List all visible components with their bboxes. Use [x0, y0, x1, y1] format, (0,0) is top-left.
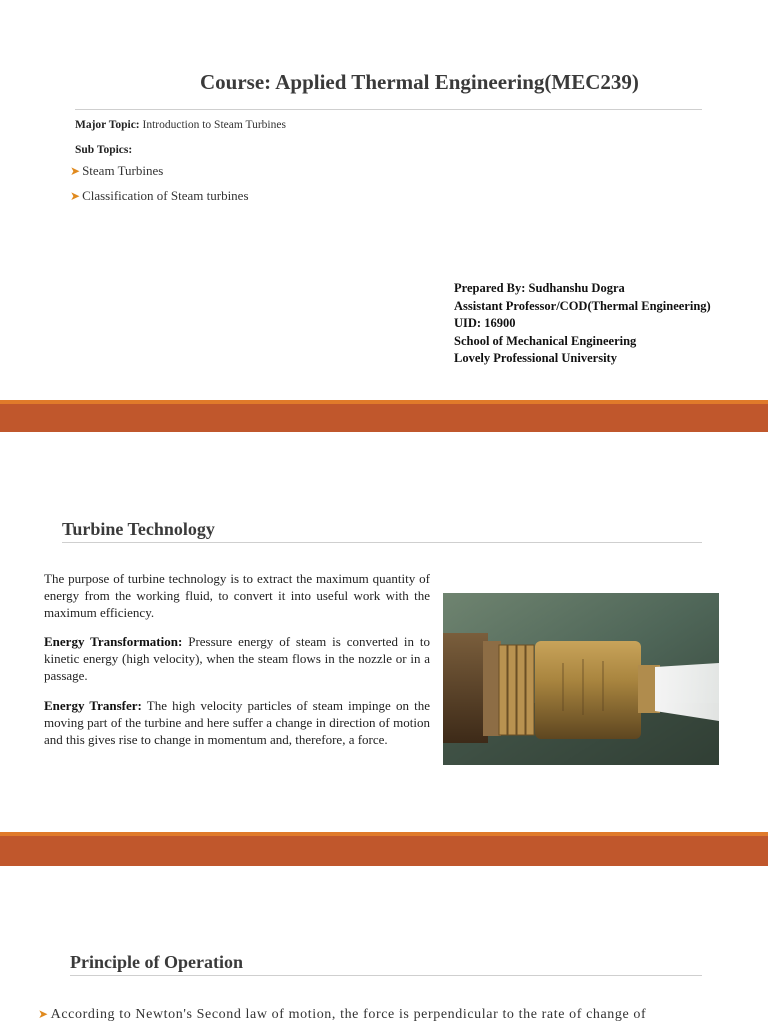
sub-topics-label: Sub Topics:: [75, 144, 133, 156]
major-topic: [75, 119, 286, 131]
heading-rule: [62, 542, 702, 543]
sub-topic-item: ➤ Classification of Steam turbines: [70, 188, 249, 203]
arrowhead-bullet-icon: ➤: [70, 189, 81, 203]
major-topic-value: Introduction to Steam Turbines: [142, 119, 286, 131]
prepared-by-line: School of Mechanical Engineering: [454, 333, 637, 348]
prepared-by-line: UID: 16900: [454, 316, 516, 330]
sub-topic-item: ➤ Steam Turbines: [70, 163, 164, 178]
prepared-by-block: [454, 280, 711, 368]
steam-nozzle-photo: [443, 593, 719, 765]
slide-divider-band: [0, 400, 768, 432]
title-rule: [75, 109, 702, 110]
arrowhead-bullet-icon: ➤: [70, 164, 81, 178]
energy-transformation-label: Energy Transformation:: [44, 634, 183, 649]
major-topic-label: Major Topic:: [75, 119, 140, 131]
principle-first-line: ➤ According to Newton's Second law of motion, the force is perpendicular to the rate of change of: [38, 1007, 647, 1022]
heading-rule: [70, 975, 702, 976]
course-title: Course: Applied Thermal Engineering(MEC239): [200, 70, 639, 94]
arrowhead-bullet-icon: ➤: [38, 1007, 49, 1021]
slide-divider-band: [0, 832, 768, 866]
prepared-by-line: Lovely Professional University: [454, 351, 617, 365]
section-heading: Principle of Operation: [70, 952, 243, 972]
section-heading: Turbine Technology: [62, 519, 215, 539]
energy-transfer-paragraph: Energy Transfer: The high velocity particles of steam impinge on the moving part of the turbine and here suffer a change in direction of motion and this gives rise to change in momentum and, therefore, a force.: [44, 698, 430, 747]
intro-paragraph: The purpose of turbine technology is to extract the maximum quantity of energy from the working fluid, to convert it into useful work with the maximum efficiency.: [44, 571, 430, 620]
prepared-by-line: Prepared By: Sudhanshu Dogra: [454, 281, 625, 295]
slide-1: [0, 0, 768, 400]
energy-transfer-label: Energy Transfer:: [44, 698, 142, 713]
energy-transformation-paragraph: Energy Transformation: Pressure energy of steam is converted in to kinetic energy (high velocity), when the steam flows in the nozzle or in a passage.: [44, 634, 430, 683]
slide-3: [0, 866, 768, 1024]
prepared-by-line: Assistant Professor/COD(Thermal Engineering): [454, 298, 711, 313]
